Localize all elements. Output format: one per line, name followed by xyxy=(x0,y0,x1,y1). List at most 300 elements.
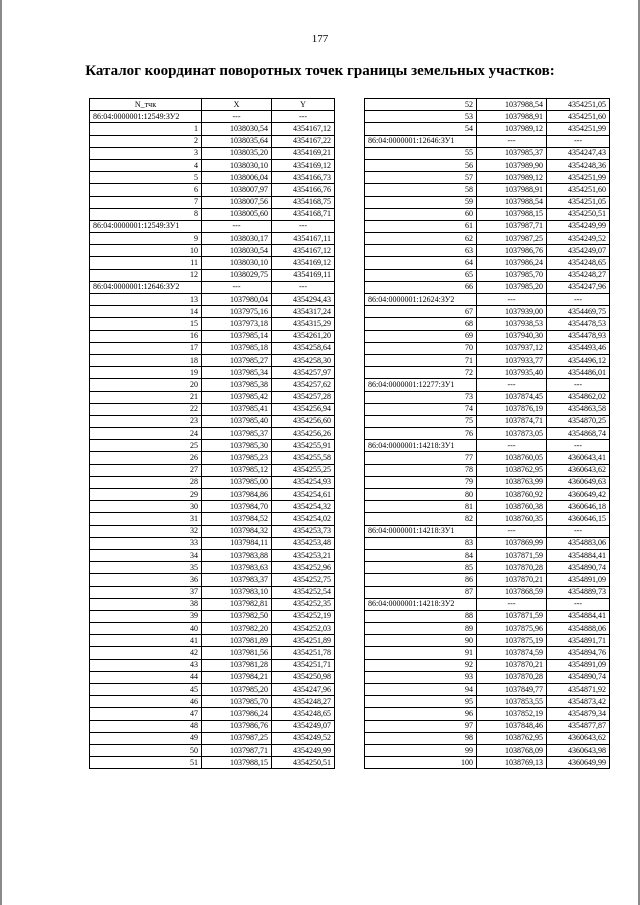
x-coordinate-cell: 1037985,37 xyxy=(477,147,547,159)
y-coordinate-cell: 4354169,12 xyxy=(272,257,335,269)
y-coordinate-cell: 4354250,51 xyxy=(272,757,335,769)
point-number-cell: 68 xyxy=(365,318,477,330)
table-row xyxy=(90,659,335,671)
table-row xyxy=(365,574,610,586)
y-coordinate-cell: 4354493,46 xyxy=(547,342,610,354)
y-coordinate-cell: 4354868,74 xyxy=(547,428,610,440)
table-row xyxy=(90,513,335,525)
x-coordinate-cell: 1037848,46 xyxy=(477,720,547,732)
parcel-group-row xyxy=(90,111,335,123)
point-number-cell: 71 xyxy=(365,354,477,366)
table-row xyxy=(90,415,335,427)
table-row xyxy=(90,367,335,379)
x-coordinate-cell: 1037876,19 xyxy=(477,403,547,415)
x-coordinate-cell: 1037871,59 xyxy=(477,549,547,561)
parcel-group-row xyxy=(365,135,610,147)
table-row xyxy=(365,184,610,196)
y-coordinate-cell: 4354167,12 xyxy=(272,245,335,257)
x-coordinate-cell: 1037989,90 xyxy=(477,159,547,171)
y-coordinate-cell: 4354167,12 xyxy=(272,123,335,135)
point-number-cell: 67 xyxy=(365,306,477,318)
x-coordinate-cell: 1037985,70 xyxy=(202,696,272,708)
point-number-cell: 20 xyxy=(90,379,202,391)
x-coordinate-cell: 1037983,37 xyxy=(202,574,272,586)
point-number-cell: 5 xyxy=(90,172,202,184)
x-coordinate-cell: 1037939,00 xyxy=(477,306,547,318)
x-coordinate-cell: 1037986,76 xyxy=(477,245,547,257)
table-row xyxy=(90,732,335,744)
table-row xyxy=(365,708,610,720)
y-coordinate-cell: 4354496,12 xyxy=(547,354,610,366)
point-number-cell: 51 xyxy=(90,757,202,769)
table-row xyxy=(365,659,610,671)
x-coordinate-cell: 1037984,32 xyxy=(202,525,272,537)
y-coordinate-cell: 4354247,96 xyxy=(547,281,610,293)
point-number-cell: 2 xyxy=(90,135,202,147)
y-coordinate-cell: 4354254,93 xyxy=(272,476,335,488)
y-coordinate-cell: 4354890,74 xyxy=(547,671,610,683)
x-coordinate-cell: 1037874,71 xyxy=(477,415,547,427)
x-coordinate-cell: 1037937,12 xyxy=(477,342,547,354)
y-coordinate-cell: 4360643,62 xyxy=(547,732,610,744)
point-number-cell: 14 xyxy=(90,306,202,318)
table-row xyxy=(90,245,335,257)
x-coordinate-cell: 1037985,34 xyxy=(202,367,272,379)
point-number-cell: 73 xyxy=(365,391,477,403)
x-coordinate-cell: 1037985,37 xyxy=(202,428,272,440)
table-row xyxy=(90,159,335,171)
x-coordinate-cell: 1037986,24 xyxy=(477,257,547,269)
point-number-cell: 19 xyxy=(90,367,202,379)
x-coordinate-cell: 1037985,40 xyxy=(202,415,272,427)
table-row xyxy=(365,464,610,476)
x-coordinate-cell: 1037989,12 xyxy=(477,123,547,135)
point-number-cell: 1 xyxy=(90,123,202,135)
y-coordinate-cell: 4354168,71 xyxy=(272,208,335,220)
point-number-cell: 23 xyxy=(90,415,202,427)
point-number-cell: 52 xyxy=(365,99,477,111)
x-coordinate-cell: 1037983,88 xyxy=(202,549,272,561)
table-row xyxy=(90,306,335,318)
y-coordinate-cell: 4354167,11 xyxy=(272,233,335,245)
y-coordinate-cell: 4354256,60 xyxy=(272,415,335,427)
y-coordinate-cell: 4354884,41 xyxy=(547,549,610,561)
y-coordinate-cell: 4360646,15 xyxy=(547,513,610,525)
point-number-cell: 84 xyxy=(365,549,477,561)
x-coordinate-cell: 1037986,24 xyxy=(202,708,272,720)
x-coordinate-cell: --- xyxy=(202,220,272,232)
x-coordinate-cell: 1037933,77 xyxy=(477,354,547,366)
x-coordinate-cell: 1037988,91 xyxy=(477,111,547,123)
table-row xyxy=(90,184,335,196)
y-coordinate-cell: --- xyxy=(547,525,610,537)
table-row xyxy=(365,428,610,440)
point-number-cell: 35 xyxy=(90,562,202,574)
point-number-cell: 30 xyxy=(90,501,202,513)
table-row xyxy=(90,196,335,208)
table-row xyxy=(90,720,335,732)
point-number-cell: 83 xyxy=(365,537,477,549)
x-coordinate-cell: 1037870,21 xyxy=(477,574,547,586)
point-number-cell: 33 xyxy=(90,537,202,549)
point-number-cell: 22 xyxy=(90,403,202,415)
y-coordinate-cell: 4354252,96 xyxy=(272,562,335,574)
table-row xyxy=(365,513,610,525)
table-row xyxy=(90,537,335,549)
y-coordinate-cell: 4354862,02 xyxy=(547,391,610,403)
table-row xyxy=(365,549,610,561)
y-coordinate-cell: 4354258,64 xyxy=(272,342,335,354)
point-number-cell: 54 xyxy=(365,123,477,135)
x-coordinate-cell: 1037985,12 xyxy=(202,464,272,476)
table-row xyxy=(90,391,335,403)
y-coordinate-cell: 4354252,03 xyxy=(272,623,335,635)
x-coordinate-cell: 1037984,86 xyxy=(202,489,272,501)
table-row xyxy=(365,684,610,696)
x-coordinate-cell: 1037871,59 xyxy=(477,610,547,622)
point-number-cell: 69 xyxy=(365,330,477,342)
point-number-cell: 40 xyxy=(90,623,202,635)
table-row xyxy=(90,208,335,220)
table-row xyxy=(90,476,335,488)
table-row xyxy=(365,720,610,732)
point-number-cell: 76 xyxy=(365,428,477,440)
point-number-cell: 78 xyxy=(365,464,477,476)
y-coordinate-cell: 4354257,62 xyxy=(272,379,335,391)
y-coordinate-cell: 4354863,58 xyxy=(547,403,610,415)
table-row xyxy=(365,233,610,245)
parcel-cadastral-number: 86:04:0000001:12646:ЗУ2 xyxy=(90,281,202,293)
point-number-cell: 70 xyxy=(365,342,477,354)
point-number-cell: 17 xyxy=(90,342,202,354)
point-number-cell: 80 xyxy=(365,489,477,501)
x-coordinate-cell: 1037935,40 xyxy=(477,367,547,379)
page-number: 177 xyxy=(311,33,329,45)
y-coordinate-cell: 4354469,75 xyxy=(547,306,610,318)
x-coordinate-cell: 1037853,55 xyxy=(477,696,547,708)
table-row xyxy=(90,330,335,342)
table-row xyxy=(90,452,335,464)
point-number-cell: 36 xyxy=(90,574,202,586)
x-coordinate-cell: 1037938,53 xyxy=(477,318,547,330)
table-row xyxy=(365,159,610,171)
table-row xyxy=(365,562,610,574)
table-row xyxy=(365,391,610,403)
x-coordinate-cell: --- xyxy=(477,598,547,610)
y-coordinate-cell: 4354884,41 xyxy=(547,610,610,622)
x-coordinate-cell: 1037983,63 xyxy=(202,562,272,574)
table-row xyxy=(365,147,610,159)
y-coordinate-cell: 4354894,76 xyxy=(547,647,610,659)
table-row xyxy=(90,147,335,159)
table-row xyxy=(365,220,610,232)
point-number-cell: 31 xyxy=(90,513,202,525)
x-coordinate-cell: 1037985,70 xyxy=(477,269,547,281)
x-coordinate-cell: 1037984,11 xyxy=(202,537,272,549)
point-number-cell: 90 xyxy=(365,635,477,647)
table-row xyxy=(365,196,610,208)
y-coordinate-cell: 4354166,73 xyxy=(272,172,335,184)
x-coordinate-cell: 1037985,00 xyxy=(202,476,272,488)
point-number-cell: 6 xyxy=(90,184,202,196)
y-coordinate-cell: 4354248,27 xyxy=(547,269,610,281)
y-coordinate-cell: 4354167,22 xyxy=(272,135,335,147)
y-coordinate-cell: 4354248,27 xyxy=(272,696,335,708)
table-row xyxy=(365,635,610,647)
x-coordinate-cell: 1038760,35 xyxy=(477,513,547,525)
x-coordinate-cell: --- xyxy=(477,525,547,537)
y-coordinate-cell: 4354879,34 xyxy=(547,708,610,720)
x-coordinate-cell: 1037981,56 xyxy=(202,647,272,659)
x-coordinate-cell: 1037984,70 xyxy=(202,501,272,513)
table-row xyxy=(365,257,610,269)
y-coordinate-cell: 4354486,01 xyxy=(547,367,610,379)
y-coordinate-cell: 4354252,19 xyxy=(272,610,335,622)
point-number-cell: 47 xyxy=(90,708,202,720)
point-number-cell: 75 xyxy=(365,415,477,427)
point-number-cell: 8 xyxy=(90,208,202,220)
y-coordinate-cell: 4354249,07 xyxy=(272,720,335,732)
x-coordinate-cell: 1037874,59 xyxy=(477,647,547,659)
x-coordinate-cell: 1037982,50 xyxy=(202,610,272,622)
y-coordinate-cell: 4354870,25 xyxy=(547,415,610,427)
y-coordinate-cell: 4354249,99 xyxy=(272,744,335,756)
y-coordinate-cell: 4354255,25 xyxy=(272,464,335,476)
y-coordinate-cell: 4360649,63 xyxy=(547,476,610,488)
x-coordinate-cell: 1037852,19 xyxy=(477,708,547,720)
y-coordinate-cell: 4354249,99 xyxy=(547,220,610,232)
y-coordinate-cell: --- xyxy=(547,598,610,610)
point-number-cell: 38 xyxy=(90,598,202,610)
table-row xyxy=(90,135,335,147)
point-number-cell: 100 xyxy=(365,757,477,769)
y-coordinate-cell: 4354251,60 xyxy=(547,111,610,123)
x-coordinate-cell: 1038029,75 xyxy=(202,269,272,281)
x-coordinate-cell: --- xyxy=(202,281,272,293)
x-coordinate-cell: 1037985,27 xyxy=(202,354,272,366)
parcel-group-row xyxy=(365,379,610,391)
x-coordinate-cell: 1037980,04 xyxy=(202,294,272,306)
table-row xyxy=(90,647,335,659)
x-coordinate-cell: 1037873,05 xyxy=(477,428,547,440)
point-number-cell: 26 xyxy=(90,452,202,464)
y-coordinate-cell: 4354873,42 xyxy=(547,696,610,708)
y-coordinate-cell: 4354252,54 xyxy=(272,586,335,598)
y-coordinate-cell: 4354890,74 xyxy=(547,562,610,574)
y-coordinate-cell: 4354251,99 xyxy=(547,123,610,135)
point-number-cell: 16 xyxy=(90,330,202,342)
x-coordinate-cell: 1038762,95 xyxy=(477,732,547,744)
point-number-cell: 44 xyxy=(90,671,202,683)
parcel-cadastral-number: 86:04:0000001:12624:ЗУ2 xyxy=(365,294,477,306)
y-coordinate-cell: --- xyxy=(547,135,610,147)
y-coordinate-cell: 4354252,75 xyxy=(272,574,335,586)
y-coordinate-cell: 4354258,30 xyxy=(272,354,335,366)
parcel-group-row xyxy=(90,281,335,293)
y-coordinate-cell: 4354248,36 xyxy=(547,159,610,171)
y-coordinate-cell: 4354247,96 xyxy=(272,684,335,696)
x-coordinate-cell: 1037982,81 xyxy=(202,598,272,610)
table-row xyxy=(90,342,335,354)
parcel-cadastral-number: 86:04:0000001:14218:ЗУ2 xyxy=(365,598,477,610)
column-header-n: N_тчк xyxy=(90,99,202,111)
page-title: Каталог координат поворотных точек границы земельных участков: xyxy=(85,63,555,79)
x-coordinate-cell: 1037987,25 xyxy=(202,732,272,744)
x-coordinate-cell: 1037985,14 xyxy=(202,330,272,342)
table-row xyxy=(365,208,610,220)
coordinates-table-right xyxy=(364,98,610,769)
y-coordinate-cell: 4354248,65 xyxy=(547,257,610,269)
x-coordinate-cell: 1037983,10 xyxy=(202,586,272,598)
x-coordinate-cell: 1038760,05 xyxy=(477,452,547,464)
point-number-cell: 50 xyxy=(90,744,202,756)
point-number-cell: 81 xyxy=(365,501,477,513)
table-row xyxy=(90,684,335,696)
table-row xyxy=(90,233,335,245)
y-coordinate-cell: 4354315,29 xyxy=(272,318,335,330)
table-row xyxy=(90,708,335,720)
table-row xyxy=(90,294,335,306)
parcel-group-row xyxy=(365,525,610,537)
x-coordinate-cell: 1037870,28 xyxy=(477,562,547,574)
point-number-cell: 92 xyxy=(365,659,477,671)
y-coordinate-cell: 4354251,71 xyxy=(272,659,335,671)
x-coordinate-cell: 1038760,92 xyxy=(477,489,547,501)
point-number-cell: 95 xyxy=(365,696,477,708)
table-row xyxy=(90,464,335,476)
x-coordinate-cell: 1038030,17 xyxy=(202,233,272,245)
table-header-row xyxy=(90,99,335,111)
point-number-cell: 82 xyxy=(365,513,477,525)
table-row xyxy=(90,318,335,330)
y-coordinate-cell: 4354166,76 xyxy=(272,184,335,196)
point-number-cell: 58 xyxy=(365,184,477,196)
table-row xyxy=(90,549,335,561)
point-number-cell: 9 xyxy=(90,233,202,245)
table-row xyxy=(365,757,610,769)
table-row xyxy=(365,732,610,744)
parcel-cadastral-number: 86:04:0000001:12549:ЗУ1 xyxy=(90,220,202,232)
y-coordinate-cell: 4354253,48 xyxy=(272,537,335,549)
x-coordinate-cell: 1038030,10 xyxy=(202,159,272,171)
y-coordinate-cell: 4354251,05 xyxy=(547,196,610,208)
point-number-cell: 77 xyxy=(365,452,477,464)
x-coordinate-cell: 1037940,30 xyxy=(477,330,547,342)
x-coordinate-cell: --- xyxy=(202,111,272,123)
table-row xyxy=(365,123,610,135)
parcel-group-row xyxy=(365,294,610,306)
table-row xyxy=(90,403,335,415)
x-coordinate-cell: 1037989,12 xyxy=(477,172,547,184)
x-coordinate-cell: 1038006,04 xyxy=(202,172,272,184)
y-coordinate-cell: 4354877,87 xyxy=(547,720,610,732)
y-coordinate-cell: 4354247,43 xyxy=(547,147,610,159)
y-coordinate-cell: 4354251,89 xyxy=(272,635,335,647)
point-number-cell: 18 xyxy=(90,354,202,366)
point-number-cell: 7 xyxy=(90,196,202,208)
point-number-cell: 24 xyxy=(90,428,202,440)
x-coordinate-cell: 1037988,91 xyxy=(477,184,547,196)
scan-edge-left xyxy=(0,0,2,905)
table-row xyxy=(365,610,610,622)
x-coordinate-cell: 1037870,28 xyxy=(477,671,547,683)
point-number-cell: 12 xyxy=(90,269,202,281)
point-number-cell: 97 xyxy=(365,720,477,732)
point-number-cell: 41 xyxy=(90,635,202,647)
point-number-cell: 98 xyxy=(365,732,477,744)
table-row xyxy=(365,476,610,488)
parcel-cadastral-number: 86:04:0000001:12549:ЗУ2 xyxy=(90,111,202,123)
x-coordinate-cell: 1038030,10 xyxy=(202,257,272,269)
x-coordinate-cell: 1037981,28 xyxy=(202,659,272,671)
y-coordinate-cell: 4354478,53 xyxy=(547,318,610,330)
point-number-cell: 27 xyxy=(90,464,202,476)
y-coordinate-cell: --- xyxy=(547,294,610,306)
y-coordinate-cell: 4354251,78 xyxy=(272,647,335,659)
point-number-cell: 29 xyxy=(90,489,202,501)
y-coordinate-cell: 4354294,43 xyxy=(272,294,335,306)
x-coordinate-cell: 1038768,09 xyxy=(477,744,547,756)
table-row xyxy=(90,598,335,610)
y-coordinate-cell: 4354169,12 xyxy=(272,159,335,171)
y-coordinate-cell: 4360643,98 xyxy=(547,744,610,756)
x-coordinate-cell: 1038769,13 xyxy=(477,757,547,769)
point-number-cell: 48 xyxy=(90,720,202,732)
table-row xyxy=(90,379,335,391)
y-coordinate-cell: 4354169,11 xyxy=(272,269,335,281)
coordinates-table-left xyxy=(89,98,335,769)
point-number-cell: 4 xyxy=(90,159,202,171)
point-number-cell: 74 xyxy=(365,403,477,415)
point-number-cell: 65 xyxy=(365,269,477,281)
table-row xyxy=(365,172,610,184)
x-coordinate-cell: 1038035,64 xyxy=(202,135,272,147)
x-coordinate-cell: 1037985,41 xyxy=(202,403,272,415)
x-coordinate-cell: 1037868,59 xyxy=(477,586,547,598)
point-number-cell: 72 xyxy=(365,367,477,379)
point-number-cell: 42 xyxy=(90,647,202,659)
x-coordinate-cell: 1037975,16 xyxy=(202,306,272,318)
table-row xyxy=(365,367,610,379)
table-row xyxy=(365,111,610,123)
point-number-cell: 85 xyxy=(365,562,477,574)
y-coordinate-cell: 4360643,62 xyxy=(547,464,610,476)
y-coordinate-cell: 4354252,35 xyxy=(272,598,335,610)
x-coordinate-cell: 1037985,20 xyxy=(202,684,272,696)
point-number-cell: 15 xyxy=(90,318,202,330)
x-coordinate-cell: 1038763,99 xyxy=(477,476,547,488)
y-coordinate-cell: 4354257,97 xyxy=(272,367,335,379)
y-coordinate-cell: 4354883,06 xyxy=(547,537,610,549)
point-number-cell: 62 xyxy=(365,233,477,245)
x-coordinate-cell: 1038030,54 xyxy=(202,123,272,135)
table-row xyxy=(365,452,610,464)
y-coordinate-cell: 4354257,28 xyxy=(272,391,335,403)
point-number-cell: 11 xyxy=(90,257,202,269)
x-coordinate-cell: 1037849,77 xyxy=(477,684,547,696)
y-coordinate-cell: 4354251,05 xyxy=(547,99,610,111)
y-coordinate-cell: 4354249,52 xyxy=(272,732,335,744)
y-coordinate-cell: 4354253,21 xyxy=(272,549,335,561)
x-coordinate-cell: --- xyxy=(477,379,547,391)
point-number-cell: 79 xyxy=(365,476,477,488)
point-number-cell: 89 xyxy=(365,623,477,635)
point-number-cell: 10 xyxy=(90,245,202,257)
table-row xyxy=(90,440,335,452)
table-row xyxy=(90,562,335,574)
point-number-cell: 86 xyxy=(365,574,477,586)
point-number-cell: 61 xyxy=(365,220,477,232)
